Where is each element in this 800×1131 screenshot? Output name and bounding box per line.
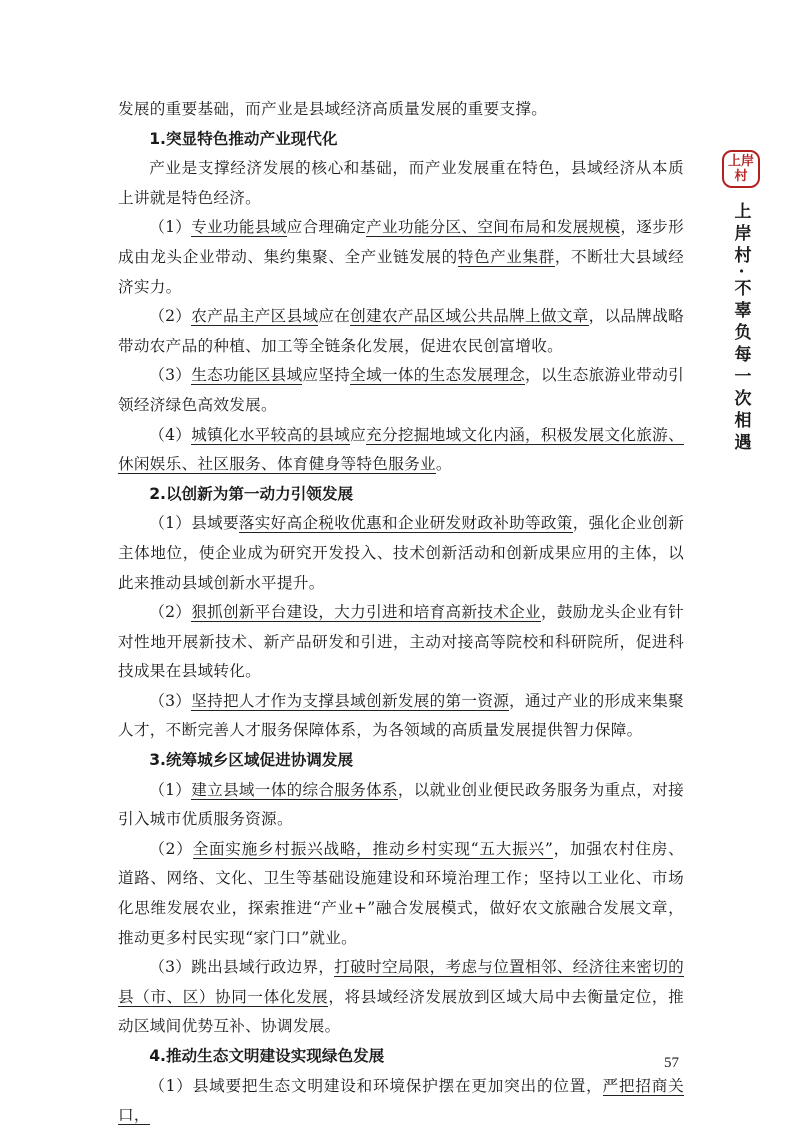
page-body [118, 95, 684, 1131]
section-heading-1: 1.突显特色推动产业现代化 [149, 129, 338, 148]
paragraph: （1）建立县域一体的综合服务体系，以就业创业便民政务服务为重点，对接引入城市优质服务资源。 [118, 780, 685, 829]
paragraph: （3）生态功能区县域应坚持全域一体的生态发展理念，以生态旅游业带动引领经济绿色高效发展。 [118, 366, 684, 414]
paragraph: （3）坚持把人才作为支撑县域创新发展的第一资源，通过产业的形成来集聚人才，不断完善人才服务保障体系，为各领域的高质量发展提供智力保障。 [118, 691, 684, 740]
paragraph: （2）狠抓创新平台建设，大力引进和培育高新技术企业，鼓励龙头企业有针对性地开展新技术、新产品研发和引进，主动对接高等院校和科研院所，促进科技成果在县域转化。 [118, 603, 685, 681]
section-heading-2: 2.以创新为第一动力引领发展 [149, 484, 354, 503]
paragraph: （1）专业功能县域应合理确定产业功能分区、空间布局和发展规模，逐步形成由龙头企业带动、集约集聚、全产业链发展的特色产业集群，不断壮大县域经济实力。 [118, 218, 684, 296]
seal-logo: 上岸村 [722, 150, 760, 188]
paragraph: （2）全面实施乡村振兴战略，推动乡村实现“五大振兴”，加强农村住房、道路、网络、文化、卫生等基础设施建设和环境治理工作；坚持以工业化、市场化思维发展农业，探索推进“产业+”融合发展模式，做好农文旅融合发展文章，推动更多村民实现“家门口”就业。 [118, 839, 684, 947]
paragraph: （2）农产品主产区县域应在创建农产品区域公共品牌上做文章，以品牌战略带动农产品的种植、加工等全链条化发展，促进农民创富增收。 [118, 307, 684, 355]
vertical-running-title: 上岸村·不辜负每一次相遇 [730, 202, 751, 455]
paragraph: 产业是支撑经济发展的核心和基础，而产业发展重在特色，县域经济从本质上讲就是特色经济。 [118, 159, 684, 207]
paragraph: （1）县域要把生态文明建设和环境保护摆在更加突出的位置，严把招商关口， [118, 1076, 684, 1125]
page-number: 57 [664, 1055, 679, 1071]
paragraph: （3）跳出县域行政边界，打破时空局限，考虑与位置相邻、经济往来密切的县（市、区）协同一体化发展，将县域经济发展放到区域大局中去衡量定位，推动区域间优势互补、协调发展。 [118, 958, 684, 1036]
side-margin-title [721, 150, 761, 455]
paragraph: （1）县域要落实好高企税收优惠和企业研发财政补助等政策，强化企业创新主体地位，使企业成为研究开发投入、技术创新活动和创新成果应用的主体，以此来推动县域创新水平提升。 [118, 514, 684, 592]
section-heading-4: 4.推动生态文明建设实现绿色发展 [149, 1047, 385, 1065]
section-heading-3: 3.统筹城乡区域促进协调发展 [149, 751, 354, 770]
paragraph-continued: 发展的重要基础，而产业是县域经济高质量发展的重要支撑。 [118, 100, 548, 118]
paragraph: （4）城镇化水平较高的县域应充分挖掘地域文化内涵，积极发展文化旅游、休闲娱乐、社区服务、体育健身等特色服务业。 [118, 425, 684, 474]
